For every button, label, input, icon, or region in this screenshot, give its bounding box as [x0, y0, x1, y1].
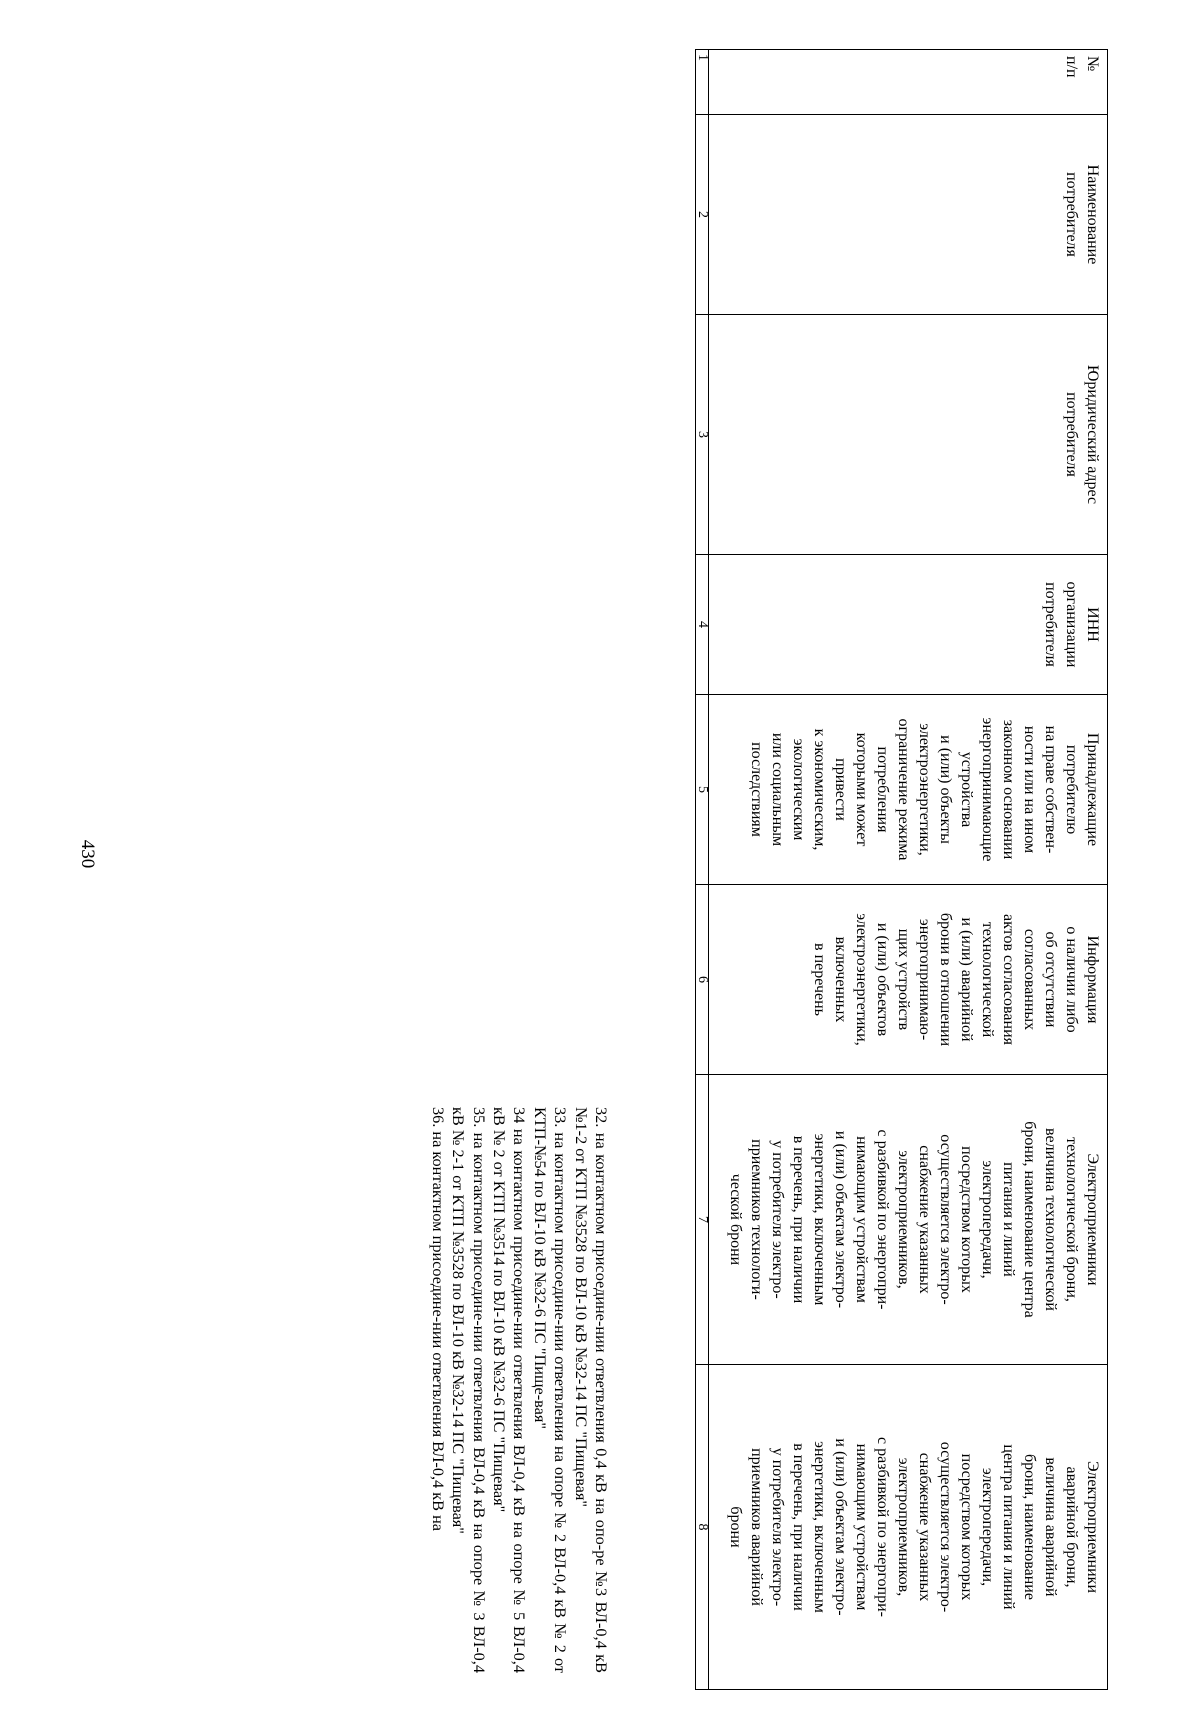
column-number: 8 [696, 1365, 709, 1690]
header-cell-agreements: Информация о наличии либо об отсутствии согласованных актов согласования технологической и (или) аварийной брони в отношении энергопринимаю- щих устройств и (или) объектов электроэнергетики, включенных в перечень [709, 885, 1108, 1075]
connection-point-item: 35. на контактном присоедине-нии ответвления ВЛ-0,4 кВ на опоре № 3 ВЛ-0,4 кВ № 2-1 от КТП №3528 по ВЛ-10 кВ №32-14 ПС "Пищевая" [449, 1107, 489, 1673]
column-number: 5 [696, 695, 709, 885]
header-cell-technological-reserve: Электроприемники технологической брони, величина технологической брони, наименование центра питания и линий электропередачи, посредством которых осуществляется электро- снабжение указанных электроприемников, с разбивкой по энергопри- нимающим устройствам и (или) объектам электро- энергетики, включенным в перечень, при наличии у потребителя электро- приемников технологи- ческой брони [709, 1075, 1108, 1365]
column-number: 4 [696, 555, 709, 695]
header-cell-number: № п/п [709, 50, 1108, 115]
header-cell-legal-address: Юридический адрес потребителя [709, 315, 1108, 555]
column-number: 6 [696, 885, 709, 1075]
column-number: 2 [696, 115, 709, 315]
connection-point-item: 34 на контактном присоедине-нии ответвления ВЛ-0,4 кВ на опоре № 5 ВЛ-0,4 кВ № 2 от КТП №3514 по ВЛ-10 кВ №32-6 ПС "Пищевая" [489, 1107, 530, 1673]
notes-rotated [131, 1107, 611, 1673]
connection-point-item: 32. на контактном присоедине-нии ответвления 0,4 кВ на опо-ре №3 ВЛ-0,4 кВ №1-2 от КТП №3528 по ВЛ-10 кВ №32-14 ПС "Пищевая" [571, 1107, 611, 1673]
header-cell-emergency-reserve: Электроприемники аварийной брони, величина аварийной брони, наименование центра питания и линий электропередачи, посредством которых осуществляется электро- снабжение указанных электроприемников, с разбивкой по энергопри- нимающим устройствам и (или) объектам электро- энергетики, включенным в перечень, при наличии у потребителя электро- приемников аварийной брони [709, 1365, 1108, 1690]
table-header-row [709, 50, 1108, 1690]
header-cell-devices: Принадлежащие потребителю на праве собствен- ности или на ином законном основании энергопринимающие устройства и (или) объекты электроэнергетики, ограничение режима потребления которыми может привести к экономическим, экологическим или социальным последствиям [709, 695, 1108, 885]
consumer-table [695, 49, 1108, 1690]
page-number: 430 [77, 839, 98, 869]
connection-point-item: 33. на контактном присоедине-нии ответвления на опоре № 2 ВЛ-0,4 кВ № 2 от КТП-№54 по ВЛ-10 кВ №32-6 ПС "Пище-вая" [530, 1107, 571, 1673]
header-cell-consumer-name: Наименование потребителя [709, 115, 1108, 315]
connection-point-item: 36. на контактном присоедине-нии ответвления ВЛ-0,4 кВ на [428, 1107, 448, 1532]
header-cell-inn: ИНН организации потребителя [709, 555, 1108, 695]
column-number: 7 [696, 1075, 709, 1365]
table-column-numbers-row [696, 50, 709, 1690]
column-number: 1 [696, 50, 709, 115]
column-number: 3 [696, 315, 709, 555]
